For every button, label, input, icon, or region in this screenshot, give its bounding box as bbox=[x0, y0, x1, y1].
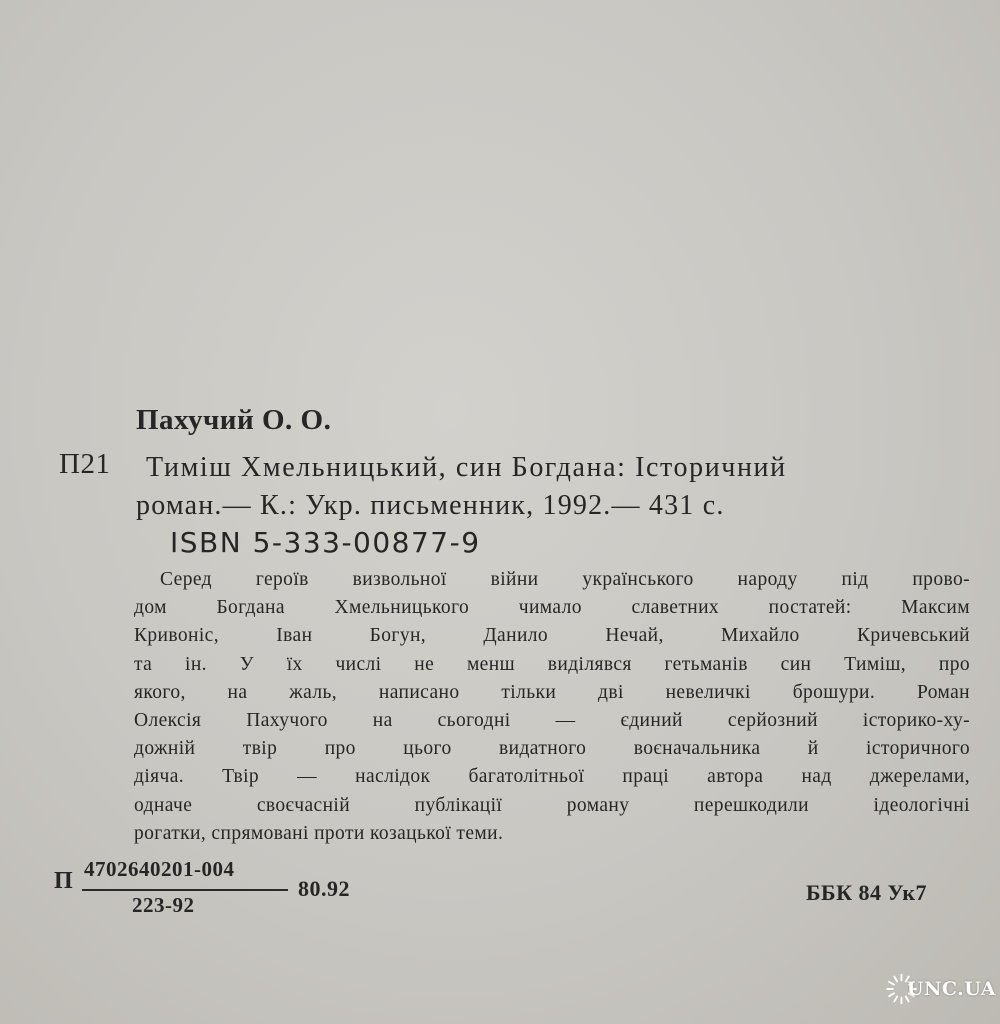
annotation-line: дожній твір про цього видатного воєначальника й історичного bbox=[134, 738, 970, 760]
annotation-line: дом Богдана Хмельницького чимало славетних постатей: Максим bbox=[134, 597, 970, 619]
annotation-line: та ін. У їх числі не менш виділявся гетьманів син Тиміш, про bbox=[134, 653, 970, 675]
annotation-line: рогатки, спрямовані проти козацької теми. bbox=[134, 822, 504, 844]
annotation-line: Кривоніс, Іван Богун, Данило Нечай, Михайло Кричевський bbox=[134, 625, 970, 647]
annotation-line: якого, на жаль, написано тільки дві невеличкі брошури. Роман bbox=[134, 681, 970, 703]
annotation-line: діяча. Твір — наслідок багатолітньої праці автора над джерелами, bbox=[134, 766, 970, 788]
title-line-2: роман.— К.: Укр. письменник, 1992.— 431 с. bbox=[136, 490, 725, 521]
index-date: 80.92 bbox=[298, 876, 350, 901]
fraction-line bbox=[82, 889, 288, 891]
catalog-code: П21 bbox=[59, 448, 111, 480]
annotation-line: Олексія Пахучого на сьогодні — єдиний серйозний історико-ху- bbox=[134, 710, 970, 732]
annotation-line: одначе своєчасній публікації роману перешкодили ідеологічні bbox=[134, 794, 970, 816]
annotation-line: Серед героїв визвольної війни українського народу під прово- bbox=[160, 569, 970, 590]
annotation-paragraph bbox=[134, 566, 970, 848]
index-numerator: 4702640201-004 bbox=[84, 857, 235, 881]
isbn: ISBN 5-333-00877-9 bbox=[170, 526, 481, 559]
index-letter: П bbox=[54, 868, 73, 894]
bbk-code: ББК 84 Ук7 bbox=[806, 880, 928, 905]
watermark bbox=[884, 964, 996, 1014]
title-line-1: Тиміш Хмельницький, син Богдана: Історичний bbox=[146, 452, 787, 483]
author-name: Пахучий О. О. bbox=[136, 404, 332, 436]
index-denominator: 223-92 bbox=[132, 893, 195, 917]
watermark-text: UNC.UA bbox=[906, 978, 996, 1000]
